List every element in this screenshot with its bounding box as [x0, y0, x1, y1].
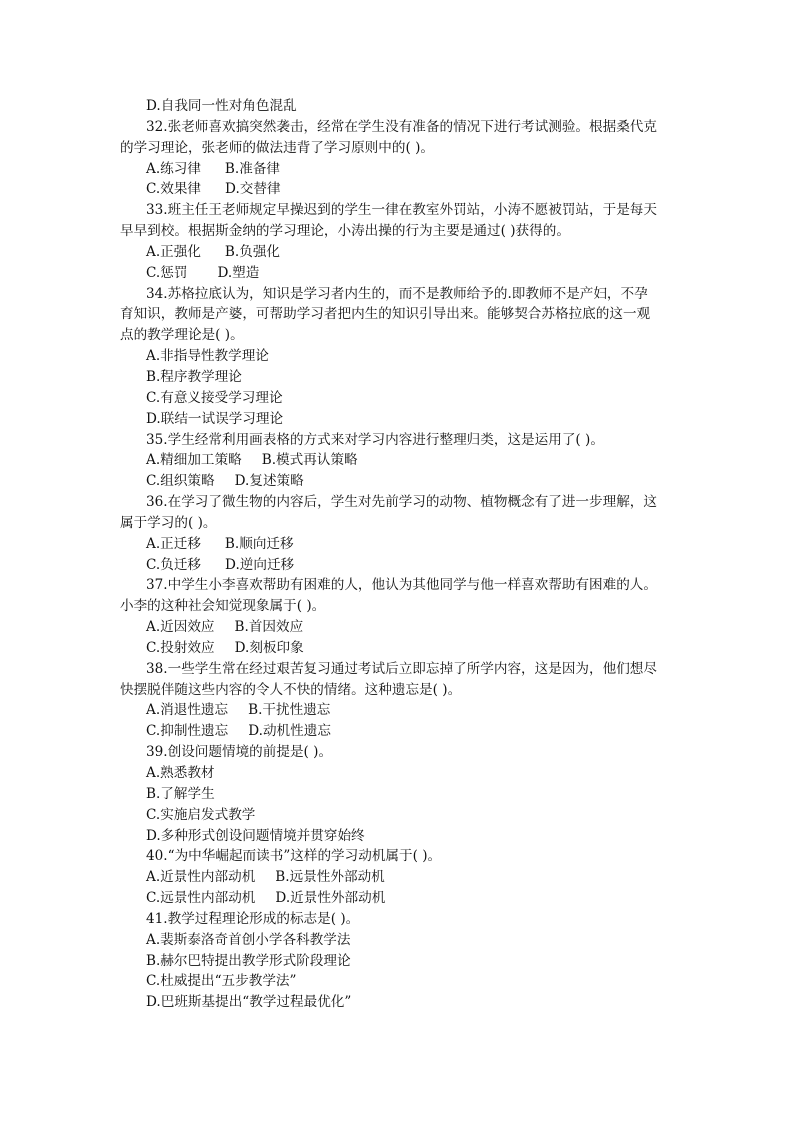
answer-option: B.模式再认策略: [261, 452, 358, 469]
answer-option: D.复述策略: [234, 473, 304, 490]
answer-option: A.精细加工策略: [146, 452, 242, 469]
question-stem: 32.张老师喜欢搞突然袭击，经常在学生没有准备的情况下进行考试测验。根据桑代克: [146, 118, 657, 135]
answer-option-row: [146, 555, 676, 576]
answer-option: C.效果律: [146, 181, 202, 198]
answer-option: D.塑造: [217, 264, 260, 281]
question-stem: 37.中学生小李喜欢帮助有困难的人，他认为其他同学与他一样喜欢帮助有困难的人。: [146, 577, 657, 594]
answer-option-row: [146, 534, 676, 555]
answer-option-row: [146, 617, 676, 638]
answer-option-row: [146, 242, 676, 263]
answer-option: B.远景性外部动机: [275, 869, 385, 886]
question-text-continued: 小李的这种社会知觉现象属于( )。: [120, 598, 326, 615]
question-stem: 33.班主任王老师规定早操迟到的学生一律在教室外罚站，小涛不愿被罚站，于是每天: [146, 202, 657, 219]
question-text-continued: 快摆脱伴随这些内容的令人不快的情绪。这种遗忘是( )。: [120, 681, 462, 698]
answer-option: A.裴斯泰洛奇首创小学各科教学法: [146, 931, 351, 948]
answer-option-row: [146, 179, 676, 200]
answer-option-row: [146, 263, 676, 284]
question-text-continued: 属于学习的( )。: [120, 514, 217, 531]
answer-option-row: [146, 721, 676, 742]
answer-option-row: [146, 700, 676, 721]
question-stem: 41.教学过程理论形成的标志是( )。: [146, 910, 360, 927]
question-text-continued: 的学习理论，张老师的做法违背了学习原则中的( )。: [120, 139, 434, 156]
question-stem: 35.学生经常利用画表格的方式来对学习内容进行整理归类，这是运用了( )。: [146, 431, 604, 448]
question-text-continued: 早早到校。根据斯金纳的学习理论，小涛出操的行为主要是通过( )获得的。: [120, 223, 570, 240]
answer-option: D.逆向迁移: [225, 556, 295, 573]
answer-option: C.抑制性遗忘: [146, 723, 229, 740]
answer-option: D.联结一试误学习理论: [146, 410, 284, 427]
answer-option: D.刻板印象: [234, 639, 304, 656]
answer-option: C.有意义接受学习理论: [146, 389, 283, 406]
answer-option: B.了解学生: [146, 785, 215, 802]
question-stem: 39.创设问题情境的前提是( )。: [146, 744, 333, 761]
answer-option: A.正强化: [146, 243, 201, 260]
answer-option: C.负迁移: [146, 556, 202, 573]
answer-option: D.巴班斯基提出“教学过程最优化”: [146, 994, 352, 1011]
answer-option: C.远景性内部动机: [146, 890, 256, 907]
answer-option-row: [146, 159, 676, 180]
answer-option: D.自我同一性对角色混乱: [146, 98, 297, 114]
answer-option: D.近景性外部动机: [275, 890, 386, 907]
answer-option-row: [146, 471, 676, 492]
answer-option-row: [146, 888, 676, 909]
answer-option: C.投射效应: [146, 639, 215, 656]
answer-option: B.赫尔巴特提出教学形式阶段理论: [146, 952, 351, 969]
question-stem: 36.在学习了微生物的内容后，学生对先前学习的动物、植物概念有了进一步理解，这: [146, 494, 657, 511]
answer-option: A.近景性内部动机: [146, 869, 256, 886]
answer-option-row: [146, 450, 676, 471]
exam-question-list: [120, 96, 676, 1013]
answer-option: C.实施启发式教学: [146, 806, 256, 823]
answer-option: B.准备律: [224, 160, 281, 177]
answer-option-row: [146, 867, 676, 888]
answer-option: B.程序教学理论: [146, 368, 242, 385]
answer-option: A.近因效应: [146, 619, 215, 636]
answer-option: C.惩罚: [146, 264, 188, 281]
answer-option: A.正迁移: [146, 535, 201, 552]
answer-option: B.负强化: [224, 243, 281, 260]
answer-option: A.练习律: [146, 160, 201, 177]
answer-option: D.多种形式创设问题情境并贯穿始终: [146, 827, 365, 844]
answer-option: C.杜威提出“五步教学法”: [146, 973, 297, 990]
answer-option: B.干扰性遗忘: [248, 702, 331, 719]
answer-option-row: [146, 638, 676, 659]
answer-option: A.非指导性教学理论: [146, 348, 269, 365]
answer-option: A.消退性遗忘: [146, 702, 229, 719]
answer-option: B.顺向迁移: [224, 535, 294, 552]
answer-option: C.组织策略: [146, 473, 215, 490]
answer-option: D.交替律: [225, 181, 281, 198]
question-text-continued: 育知识，教师是产婆，可帮助学习者把内生的知识引导出来。能够契合苏格拉底的这一观: [120, 306, 651, 323]
question-text-continued: 点的教学理论是( )。: [120, 327, 244, 344]
question-stem: 34.苏格拉底认为，知识是学习者内生的，而不是教师给予的.即教师不是产妇，不孕: [146, 285, 648, 302]
answer-option: B.首因效应: [234, 619, 304, 636]
answer-option: D.动机性遗忘: [248, 723, 331, 740]
answer-option: A.熟悉教材: [146, 765, 215, 781]
question-stem: 38.一些学生常在经过艰苦复习通过考试后立即忘掉了所学内容，这是因为，他们想尽: [146, 660, 657, 677]
question-stem: 40.“为中华崛起而读书”这样的学习动机属于( )。: [146, 848, 442, 865]
